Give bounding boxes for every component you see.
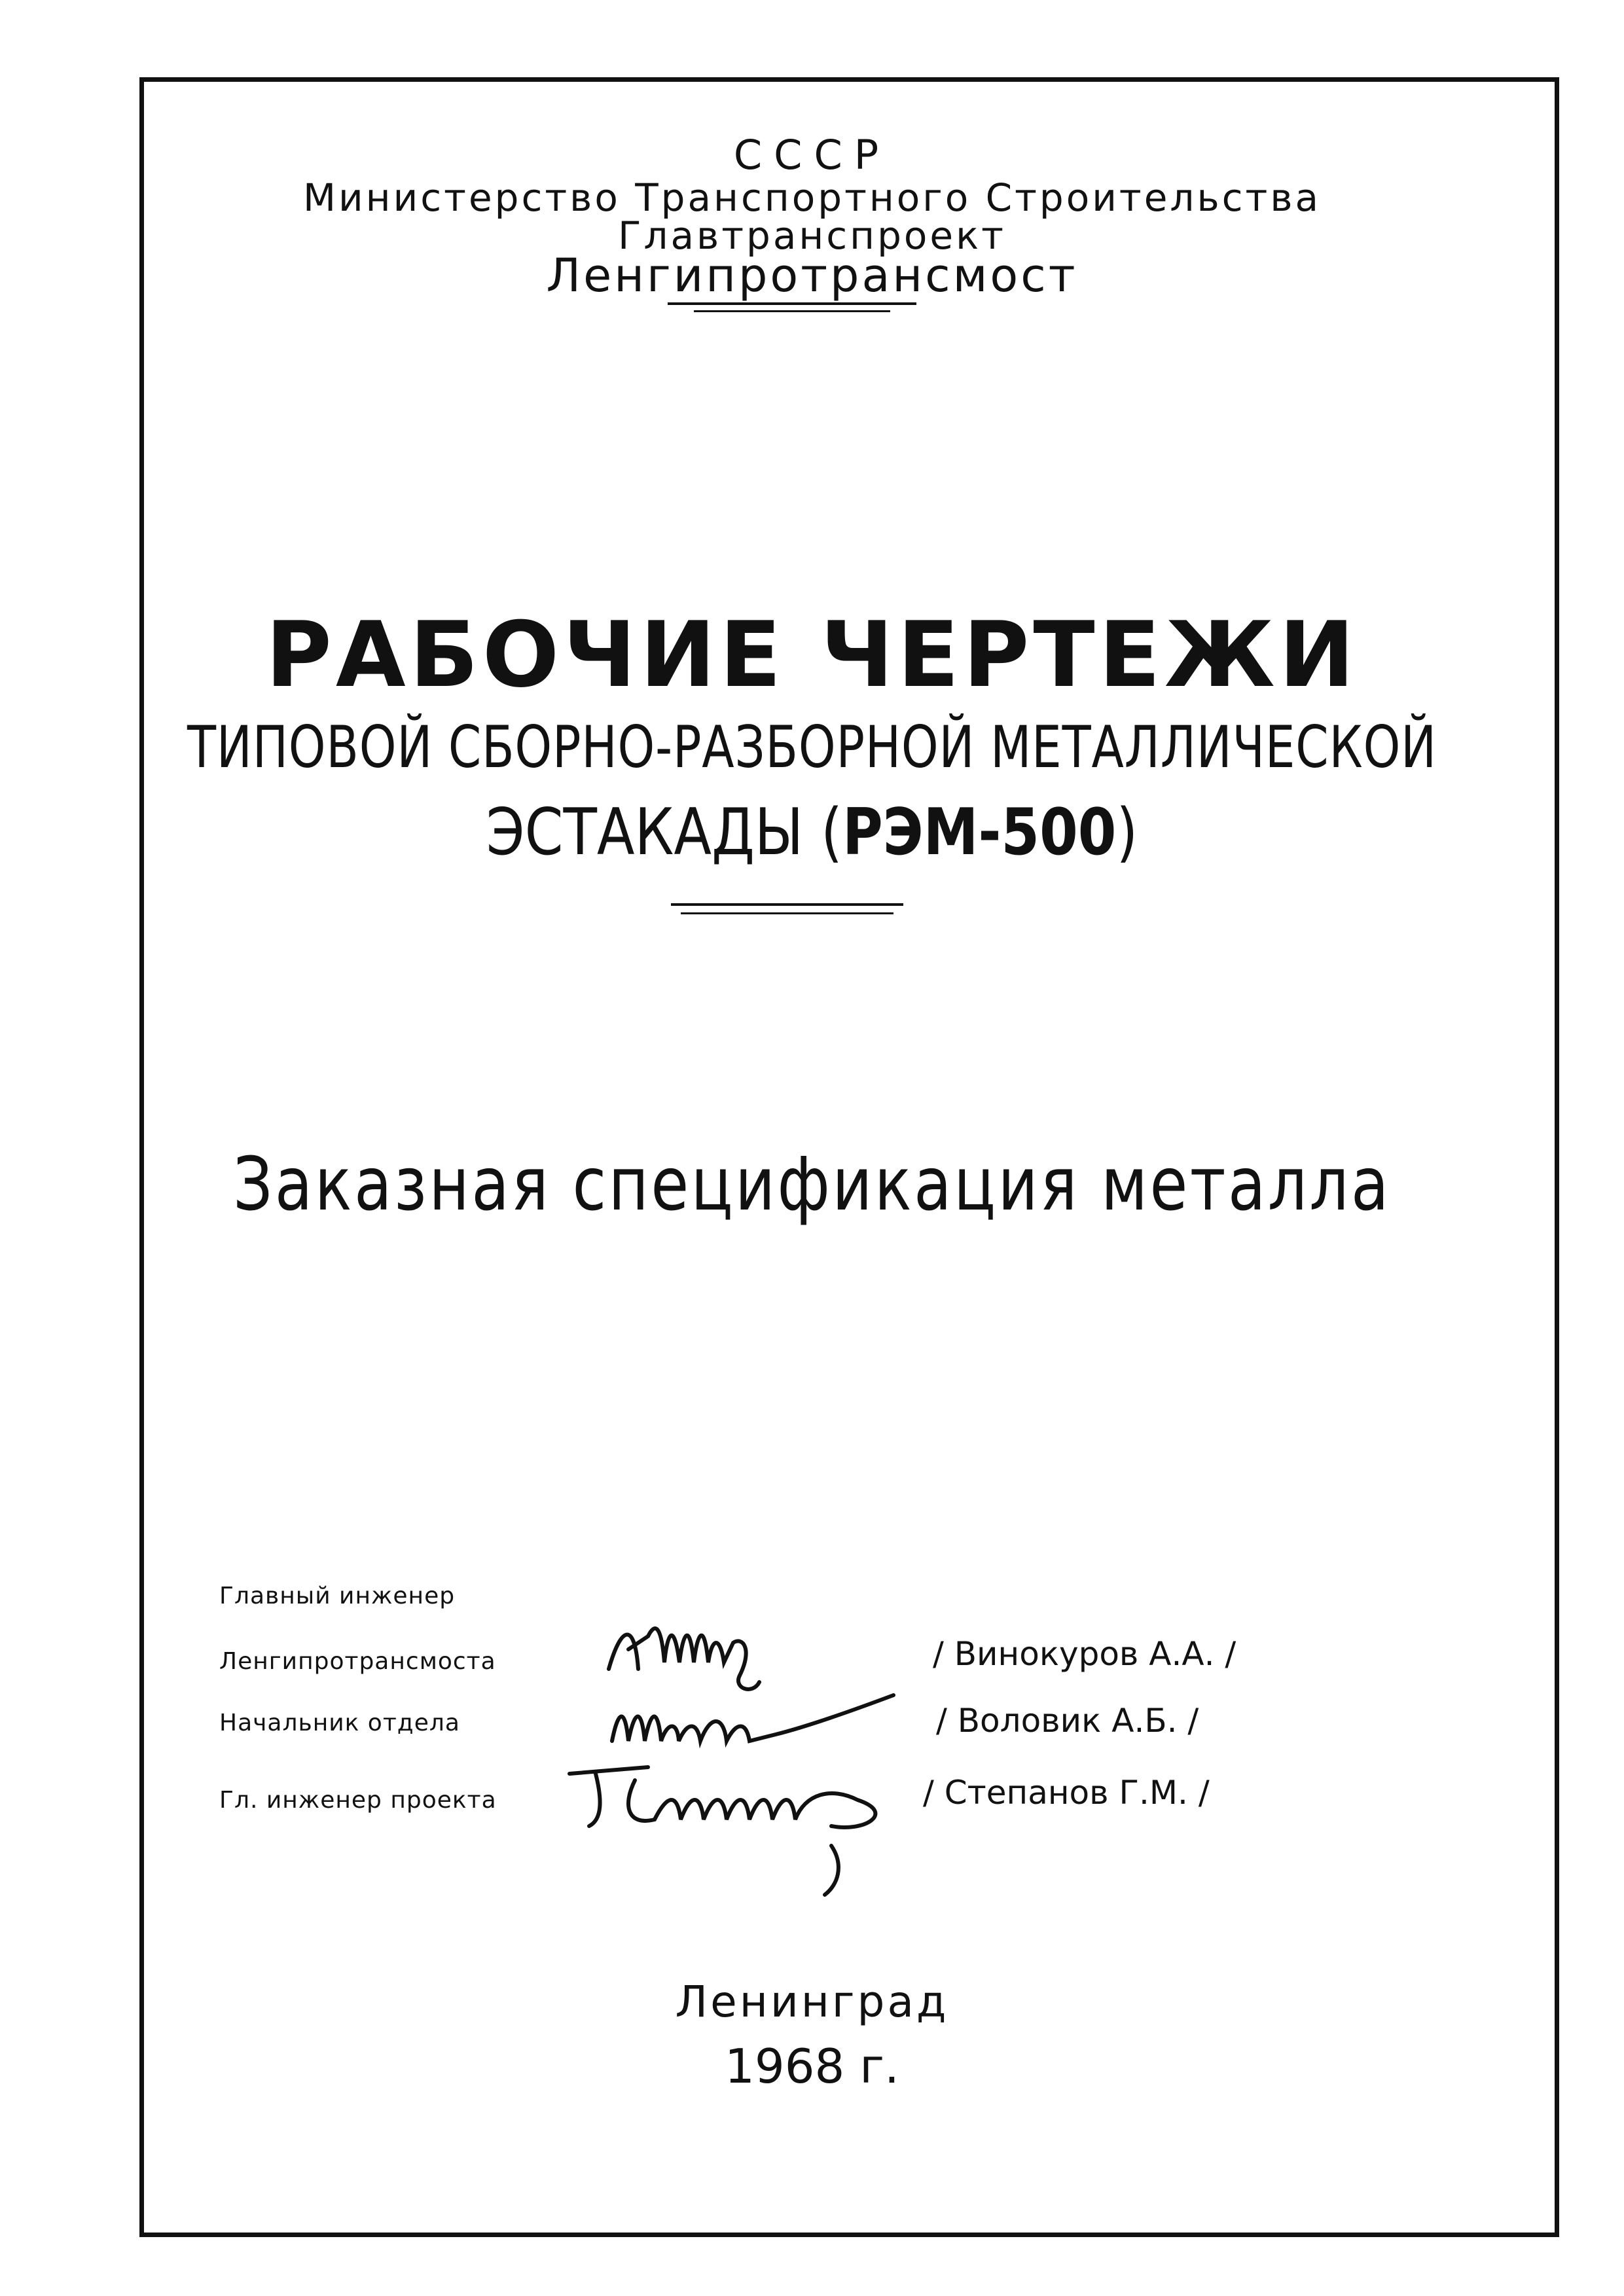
header-institute: Ленгипротрансмост	[546, 249, 1078, 302]
header-agency: Главтранспроект	[618, 213, 1006, 258]
subtitle-prefix: ЭСТАКАДЫ (	[486, 795, 842, 870]
signatory-1-role-line1: Главный инженер	[219, 1583, 456, 1609]
signatory-3-name: / Степанов Г.М. /	[923, 1774, 1210, 1812]
signatory-1-name: / Винокуров А.А. /	[933, 1635, 1236, 1673]
signature-3	[556, 1748, 923, 1898]
title-underline	[671, 903, 903, 906]
subtitle-suffix: )	[1116, 795, 1138, 870]
title-underline-second	[681, 912, 893, 914]
document-name: Заказная спецификация металла	[233, 1142, 1391, 1227]
signatory-2-name: / Воловик А.Б. /	[936, 1702, 1199, 1740]
document-title: РАБОЧИЕ ЧЕРТЕЖИ	[265, 602, 1359, 708]
subtitle-code: РЭМ-500	[842, 795, 1117, 870]
footer-city: Ленинград	[675, 1977, 949, 2027]
header-underline-short	[694, 310, 890, 312]
header-underline	[668, 302, 916, 305]
header-country: СССР	[733, 131, 891, 179]
document-subtitle-line1: ТИПОВОЙ СБОРНО-РАЗБОРНОЙ МЕТАЛЛИЧЕСКОЙ	[187, 713, 1437, 781]
footer-year: 1968 г.	[725, 2039, 899, 2094]
signatory-1-role-line2: Ленгипротрансмоста	[219, 1648, 496, 1675]
signatory-3-role: Гл. инженер проекта	[219, 1787, 497, 1814]
header-ministry: Министерство Транспортного Строительства	[302, 175, 1322, 220]
signatory-2-role: Начальник отдела	[219, 1710, 460, 1736]
document-subtitle-line2	[114, 795, 1511, 870]
